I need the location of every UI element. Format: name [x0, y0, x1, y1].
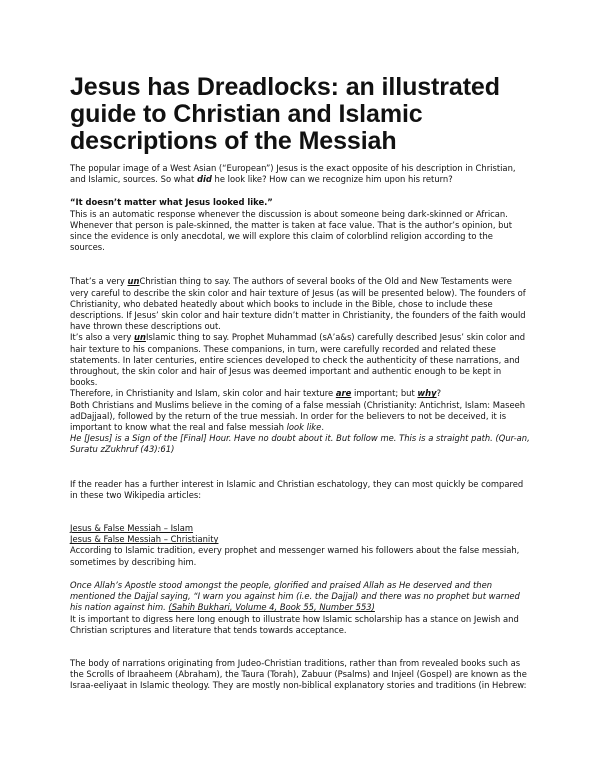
page-title: Jesus has Dreadlocks: an illustrated guide to Christian and Islamic descriptions of the Messiah [70, 73, 500, 155]
islamic-paragraph [70, 332, 530, 388]
quran-quote [70, 433, 530, 455]
intro-emphasis-did: did [196, 174, 212, 185]
false-messiah-paragraph [70, 400, 530, 434]
false-messiah-emphasis: look like [286, 422, 322, 433]
therefore-emphasis-are: are [335, 388, 352, 399]
hadith-quote [70, 580, 530, 614]
therefore-paragraph [70, 388, 530, 399]
intro-text-a: The popular image of a West Asian (“European”) Jesus is the exact opposite of his description in Christian, and Islamic, sources. So what [70, 163, 516, 185]
digress-paragraph: It is important to digress here long enough to illustrate how Islamic scholarship has a stance on Jewish and Christian scriptures and literature that tends towards acceptance. [70, 613, 519, 635]
hadith-quote-text: Once Allah’s Apostle stood amongst the people, glorified and praised Allah as He deserved and then mentioned the Dajjal saying, “I warn you against him (i.e. the Dajjal) and there was no prophet but warned his nation against him. [70, 579, 520, 613]
christian-text-a: That’s a very [70, 276, 128, 287]
islamic-text-b: Islamic thing to say. Prophet Muhammad (sA’a&s) carefully described Jesus’ skin color and hair texture to his companions. These companions, in turn, were carefully recorded and related these statements. In later centuries, entire sciences developed to check the authenticity of these narrations, and throughout, the skin color and hair of Jesus was deemed important and authentic enough to be kept in books. [70, 332, 526, 388]
section-subheading: “It doesn’t matter what Jesus looked like.” [70, 197, 273, 208]
hadith-reference-link[interactable]: (Sahih Bukhari, Volume 4, Book 55, Number 553) [168, 602, 375, 613]
tradition-paragraph: According to Islamic tradition, every prophet and messenger warned his followers about the false messiah, sometimes by describing him. [70, 545, 520, 567]
quran-quote-text: He [Jesus] is a Sign of the [Final] Hour. Have no doubt about it. But follow me. This is a straight path. (Qur-an, Suratu zZukhruf (43):61) [70, 433, 530, 455]
therefore-emphasis-why: why [417, 388, 437, 399]
body-paragraph: The body of narrations originating from Judeo-Christian traditions, rather than from revealed books such as the Scrolls of Ibraaheem (Abraham), the Taura (Torah), Zabuur (Psalms) and Injeel (Gospel) are known as the Israa-eeliyaat in Islamic theology. They are mostly non-biblical explanatory stories and traditions (in Hebrew: [70, 657, 527, 691]
reader-paragraph: If the reader has a further interest in Islamic and Christian eschatology, they can most quickly be compared in these two Wikipedia articles: [70, 478, 524, 500]
therefore-text-c: ? [436, 388, 442, 399]
islamic-emphasis-un: un [134, 332, 146, 343]
christian-paragraph [70, 276, 530, 332]
false-messiah-text-a: Both Christians and Muslims believe in the coming of a false messiah (Christianity: Antichrist, Islam: Maseeh adDajjaal), followed by the return of the true messiah. In order for the believers to not be deceived, it is important to know what the real and false messiah [70, 399, 526, 433]
christian-text-b: Christian thing to say. The authors of several books of the Old and New Testaments were very careful to describe the skin color and hair texture of Jesus (as will be presented below). The founders of Christianity, who debated heatedly about which books to include in the Bible, chose to include these descriptions. If Jesus’ skin color and hair texture didn’t matter in Christianity, the founders of the faith would have thrown these descriptions out. [70, 276, 526, 332]
islamic-text-a: It’s also a very [70, 332, 135, 343]
therefore-text-b: important; but [351, 388, 418, 399]
therefore-text-a: Therefore, in Christianity and Islam, skin color and hair texture [70, 388, 336, 399]
wikipedia-link-christianity[interactable] [70, 534, 530, 545]
intro-paragraph [70, 163, 530, 185]
auto-response-paragraph: This is an automatic response whenever the discussion is about someone being dark-skinned or African. Whenever that person is pale-skinned, the matter is taken at face value. That is the author’s opinion, but since the evidence is only anecdotal, we will explore this claim of colorblind religion according to the sources. [70, 208, 513, 253]
intro-text-b: he look like? How can we recognize him upon his return? [211, 174, 453, 185]
christian-emphasis-un: un [127, 276, 140, 287]
wikipedia-link-christianity-text[interactable]: Jesus & False Messiah – Christianity [70, 534, 219, 545]
wikipedia-link-islam[interactable] [70, 523, 530, 534]
wikipedia-link-islam-text[interactable]: Jesus & False Messiah – Islam [70, 523, 194, 534]
false-messiah-text-b: . [321, 422, 324, 433]
